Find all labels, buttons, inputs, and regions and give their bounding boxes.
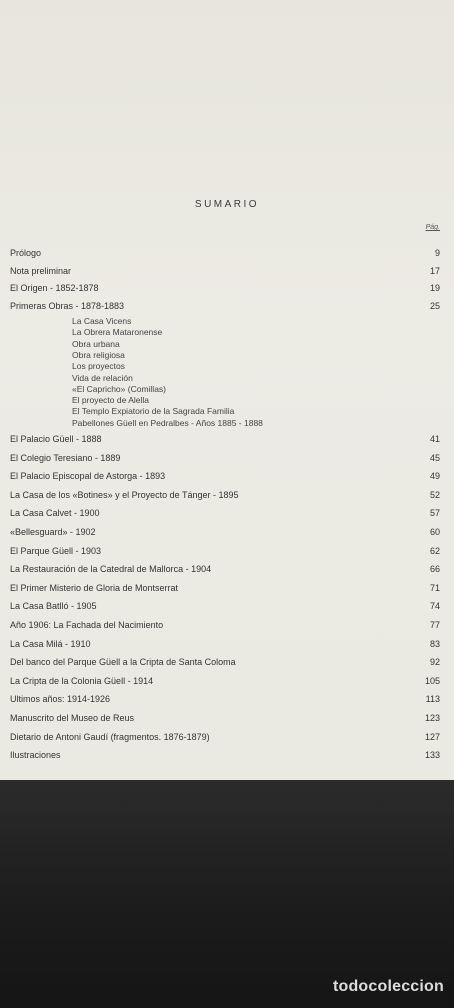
toc-entry	[10, 713, 440, 727]
toc-entry-page: 60	[429, 527, 440, 537]
toc-entry	[10, 283, 440, 297]
toc-entry	[10, 639, 440, 653]
toc-entry-page: 52	[429, 489, 440, 500]
toc-subentry: La Obrera Mataronense	[72, 327, 163, 338]
toc-entry-page: 123	[424, 713, 440, 723]
toc-entry-page: 19	[429, 283, 440, 293]
toc-subentry: Los proyectos	[72, 361, 125, 372]
toc-entry-title: El Palacio Güell - 1888	[10, 434, 102, 444]
toc-entry	[10, 266, 440, 280]
toc-entry	[10, 583, 440, 597]
toc-entry-title: El Parque Güell - 1903	[10, 545, 102, 556]
toc-entry	[10, 527, 440, 541]
toc-entry	[10, 732, 440, 746]
toc-entry-page: 66	[429, 564, 440, 575]
toc-entry-page: 127	[424, 731, 440, 742]
toc-entry-title: Manuscrito del Museo de Reus	[10, 713, 135, 723]
toc-entry-title: El Origen - 1852-1878	[10, 283, 99, 293]
toc-entry-title: Primeras Obras - 1878-1883	[10, 300, 125, 311]
page-title: SUMARIO	[194, 199, 260, 210]
toc-entry-title: La Casa Batlló - 1905	[10, 601, 97, 612]
toc-entry-title: Nota preliminar	[10, 265, 72, 276]
toc-subentry: «El Capricho» (Comillas)	[72, 383, 167, 394]
toc-entry	[10, 676, 440, 690]
toc-entry-page: 113	[425, 694, 440, 705]
toc-entry-page: 105	[424, 675, 440, 686]
toc-subentry: El Templo Expiatorio de la Sagrada Familia	[72, 406, 235, 417]
toc-entry	[10, 453, 440, 467]
toc-subentry: La Casa Vicens	[72, 316, 132, 326]
toc-entry-page: 77	[429, 620, 440, 630]
toc-entry-title: «Bellesguard» - 1902	[10, 527, 96, 537]
toc-entry-title: Prólogo	[10, 248, 42, 258]
toc-entry-page: 9	[434, 248, 440, 258]
page-column-header: Pág.	[425, 224, 440, 231]
toc-entry-page: 133	[424, 750, 440, 761]
toc-entry	[10, 620, 440, 634]
toc-entry-title: La Casa Milá - 1910	[10, 638, 91, 649]
toc-entry-title: Año 1906: La Fachada del Nacimiento	[10, 620, 164, 630]
toc-entry-title: La Restauración de la Catedral de Mallorca - 1904	[10, 564, 212, 575]
toc-entry	[10, 657, 440, 671]
toc-entry	[10, 248, 440, 262]
toc-entry-page: 71	[429, 582, 440, 593]
toc-subentry: Vida de relación	[72, 372, 133, 383]
toc-entry-page: 62	[429, 545, 440, 556]
toc-entry	[10, 434, 440, 448]
toc-entry-title: Del banco del Parque Güell a la Cripta de Santa Coloma	[10, 657, 236, 668]
toc-entry-page: 17	[429, 265, 440, 276]
toc-entry-page: 74	[429, 601, 440, 612]
toc-subentry: Obra religiosa	[72, 349, 125, 360]
toc-entry-title: Dietario de Antoni Gaudí (fragmentos. 1876-1879)	[10, 731, 210, 742]
toc-entry-title: El Primer Misterio de Gloria de Montserrat	[10, 582, 179, 593]
toc-subentry: Pabellones Güell en Pedralbes - Años 1885 - 1888	[72, 417, 263, 428]
toc-entry-title: El Colegio Teresiano - 1889	[10, 452, 121, 463]
toc-entry	[10, 546, 440, 560]
toc-entry-title: La Casa Calvet - 1900	[10, 508, 100, 519]
toc-entry-page: 92	[429, 657, 440, 668]
toc-entry	[10, 508, 440, 522]
toc-entry-page: 45	[429, 452, 440, 463]
toc-entry-title: Ultimos años: 1914-1926	[10, 694, 111, 705]
toc-entry-page: 49	[429, 471, 440, 482]
toc-entry	[10, 301, 440, 315]
toc-entry-page: 83	[429, 638, 440, 649]
toc-entry	[10, 564, 440, 578]
toc-entry-page: 57	[429, 508, 440, 519]
toc-entry-title: La Casa de los «Botines» y el Proyecto de Tánger - 1895	[10, 489, 239, 500]
toc-entry-title: El Palacio Episcopal de Astorga - 1893	[10, 471, 166, 482]
toc-subentry: Obra urbana	[72, 338, 120, 349]
background-dark-area	[0, 780, 454, 1008]
toc-subentry: El proyecto de Alella	[72, 395, 150, 406]
toc-entry-page: 25	[429, 300, 440, 311]
watermark-logo: todocoleccion	[332, 978, 444, 995]
toc-entry	[10, 601, 440, 615]
toc-entry	[10, 490, 440, 504]
toc-entry-title: Ilustraciones	[10, 750, 61, 761]
toc-entry-title: La Cripta de la Colonia Güell - 1914	[10, 675, 154, 686]
toc-entry	[10, 750, 440, 764]
toc-entry	[10, 471, 440, 485]
toc-entry	[10, 694, 440, 708]
toc-entry-page: 41	[429, 434, 440, 444]
